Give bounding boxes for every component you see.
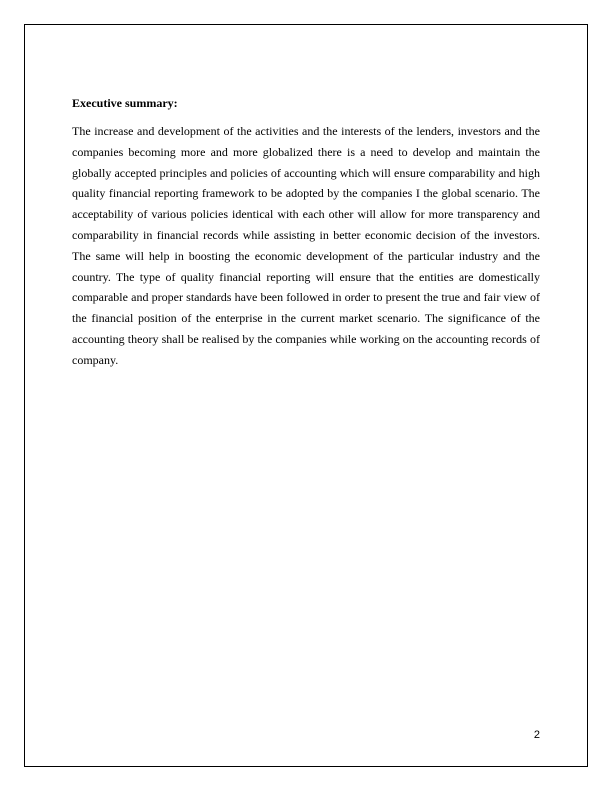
section-heading: Executive summary: <box>72 96 178 110</box>
page-number: 2 <box>533 729 540 741</box>
summary-paragraph: The increase and development of the activities and the interests of the lenders, investors and the companies becoming more and more globalized there is a need to develop and maintain the globally accepted principles and policies of accounting which will ensure comparability and high quality financial reporting framework to be adopted by the companies I the global scenario. The acceptability of various policies identical with each other will allow for more transparency and comparability in financial records while assisting in better economic decision of the investors. The same will help in boosting the economic development of the particular industry and the country. The type of quality financial reporting will ensure that the entities are domestically comparable and proper standards have been followed in order to present the true and fair view of the financial position of the enterprise in the current market scenario. The significance of the accounting theory shall be realised by the companies while working on the accounting records of company. <box>72 124 540 367</box>
document-body <box>72 95 540 371</box>
